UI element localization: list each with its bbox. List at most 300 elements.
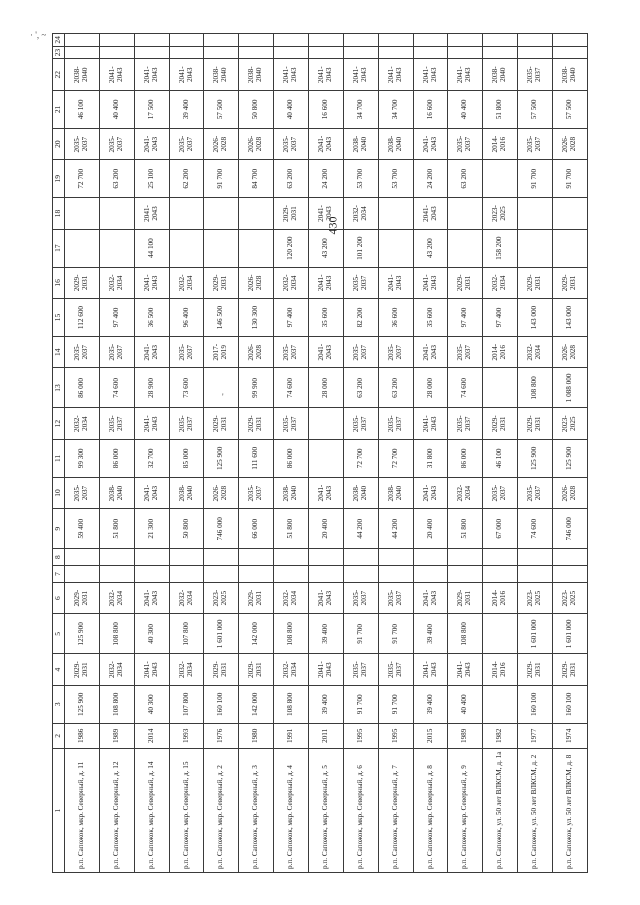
table-cell: 51 800 <box>274 508 309 548</box>
table-cell: 1977 <box>518 723 553 748</box>
table-cell <box>169 33 204 46</box>
table-cell <box>309 407 344 439</box>
table-cell: 125 900 <box>518 439 553 477</box>
table-cell: 40 300 <box>134 613 169 653</box>
table-cell <box>343 565 378 582</box>
table-cell <box>99 46 134 59</box>
table-cell: 2041-2043 <box>134 653 169 685</box>
table-cell: 2026-2028 <box>239 336 274 368</box>
table-cell: 2035-2037 <box>99 336 134 368</box>
table-cell: 125 900 <box>65 613 100 653</box>
table-cell <box>274 548 309 565</box>
table-cell: 2041-2043 <box>309 477 344 509</box>
address-cell: р.п. Сапожок, ул. 50 лет ВЛКСМ, д. 2 <box>518 748 553 872</box>
table-cell <box>309 565 344 582</box>
table-cell: 2026-2028 <box>553 477 588 509</box>
table-cell: 97 400 <box>483 298 518 336</box>
column-number: 13 <box>53 367 65 407</box>
table-row <box>448 33 483 872</box>
table-cell: 63 200 <box>378 367 413 407</box>
table-cell: 28 000 <box>413 367 448 407</box>
table-cell <box>518 565 553 582</box>
table-cell: 67 000 <box>483 508 518 548</box>
table-row <box>309 33 344 872</box>
table-cell <box>65 229 100 267</box>
table-cell: 2011 <box>309 723 344 748</box>
table-cell: 2038-2040 <box>239 58 274 90</box>
table-cell <box>553 197 588 229</box>
column-number: 24 <box>53 33 65 46</box>
table-cell: 2023-2025 <box>483 197 518 229</box>
table-cell: 2032-2034 <box>448 477 483 509</box>
table-cell <box>239 197 274 229</box>
table-cell: 2029-2031 <box>204 653 239 685</box>
table-cell: 25 100 <box>134 159 169 197</box>
table-cell: 53 700 <box>343 159 378 197</box>
table-cell: 2029-2031 <box>518 407 553 439</box>
table-cell: 746 000 <box>204 508 239 548</box>
column-number: 21 <box>53 90 65 128</box>
table-cell <box>239 229 274 267</box>
registry-table <box>52 33 588 873</box>
table-cell: 2041-2043 <box>134 128 169 160</box>
table-cell: 1991 <box>274 723 309 748</box>
table-cell <box>169 197 204 229</box>
table-cell: 66 000 <box>239 508 274 548</box>
table-cell: 2035-2037 <box>518 58 553 90</box>
table-cell <box>343 548 378 565</box>
table-cell: 2029-2031 <box>204 267 239 299</box>
table-cell: 2032-2034 <box>169 582 204 614</box>
table-cell: 40 400 <box>448 685 483 723</box>
table-cell: 63 200 <box>99 159 134 197</box>
table-cell: 2014-2016 <box>483 128 518 160</box>
column-number: 8 <box>53 548 65 565</box>
table-cell: 74 600 <box>274 367 309 407</box>
table-cell: 51 800 <box>483 90 518 128</box>
table-cell: 57 500 <box>518 90 553 128</box>
table-cell: 39 400 <box>309 613 344 653</box>
column-number: 18 <box>53 197 65 229</box>
table-cell: 44 200 <box>378 508 413 548</box>
table-cell: 2026-2028 <box>553 336 588 368</box>
address-cell: р.п. Сапожок, мкр. Северный, д. 5 <box>309 748 344 872</box>
table-cell: 1976 <box>204 723 239 748</box>
table-cell: 2029-2031 <box>204 407 239 439</box>
table-cell: 125 900 <box>204 439 239 477</box>
table-cell: 74 600 <box>518 508 553 548</box>
column-number: 1 <box>53 748 65 872</box>
table-cell: 2035-2037 <box>65 336 100 368</box>
address-cell: р.п. Сапожок, мкр. Северный, д. 9 <box>448 748 483 872</box>
table-cell: 2029-2031 <box>65 267 100 299</box>
table-cell <box>204 565 239 582</box>
table-cell: 108 800 <box>274 613 309 653</box>
table-cell: 20 400 <box>413 508 448 548</box>
table-cell <box>448 33 483 46</box>
table-row <box>378 33 413 872</box>
table-cell: 40 400 <box>274 90 309 128</box>
table-cell <box>343 33 378 46</box>
table-cell: 2041-2043 <box>413 197 448 229</box>
table-cell: 2032-2034 <box>99 653 134 685</box>
table-cell: 2041-2043 <box>309 336 344 368</box>
table-cell <box>204 367 239 407</box>
table-cell: 28 900 <box>134 367 169 407</box>
table-cell: 2035-2037 <box>65 128 100 160</box>
table-cell <box>483 548 518 565</box>
table-cell <box>309 33 344 46</box>
table-cell: 46 100 <box>65 90 100 128</box>
table-cell: 2014-2016 <box>483 336 518 368</box>
table-cell <box>309 46 344 59</box>
table-cell: 74 600 <box>448 367 483 407</box>
column-number: 3 <box>53 685 65 723</box>
table-cell: 91 700 <box>378 613 413 653</box>
table-cell: 2041-2043 <box>99 58 134 90</box>
table-cell: 2035-2037 <box>65 477 100 509</box>
address-cell: р.п. Сапожок, мкр. Северный, д. 3 <box>239 748 274 872</box>
table-cell: 43 200 <box>413 229 448 267</box>
table-cell: 43 200 <box>309 229 344 267</box>
table-cell: 101 200 <box>343 229 378 267</box>
table-cell: 2035-2037 <box>343 407 378 439</box>
table-cell: 85 000 <box>169 439 204 477</box>
page-number: 430 <box>325 216 340 235</box>
table-cell: 62 200 <box>169 159 204 197</box>
table-cell: 2029-2031 <box>483 407 518 439</box>
table-cell <box>239 46 274 59</box>
header-row <box>53 33 65 872</box>
table-cell: 2041-2043 <box>134 477 169 509</box>
table-cell: 146 500 <box>204 298 239 336</box>
table-cell <box>483 613 518 653</box>
table-cell: 2014-2016 <box>483 653 518 685</box>
table-cell: 160 100 <box>204 685 239 723</box>
table-cell: 2032-2034 <box>99 582 134 614</box>
table-cell <box>518 33 553 46</box>
table-cell: 125 900 <box>65 685 100 723</box>
table-cell: 2029-2031 <box>553 653 588 685</box>
table-cell: 73 600 <box>169 367 204 407</box>
table-cell: 2041-2043 <box>309 128 344 160</box>
table-cell <box>99 548 134 565</box>
table-cell: 2032-2034 <box>65 407 100 439</box>
table-cell <box>343 46 378 59</box>
table-cell: 2032-2034 <box>274 582 309 614</box>
column-number: 20 <box>53 128 65 160</box>
table-cell: 16 600 <box>413 90 448 128</box>
table-cell: 2041-2043 <box>134 58 169 90</box>
table-cell: 86 000 <box>274 439 309 477</box>
table-cell: 91 700 <box>378 685 413 723</box>
table-cell: 107 800 <box>169 685 204 723</box>
table-cell <box>65 548 100 565</box>
table-cell <box>169 46 204 59</box>
table-cell: 63 200 <box>343 367 378 407</box>
address-cell: р.п. Сапожок, мкр. Северный, д. 14 <box>134 748 169 872</box>
table-cell: 2029-2031 <box>553 267 588 299</box>
table-row <box>239 33 274 872</box>
table-cell: 2035-2037 <box>239 477 274 509</box>
table-cell: 2041-2043 <box>413 477 448 509</box>
table-cell: 40 400 <box>448 90 483 128</box>
table-cell: 36 600 <box>378 298 413 336</box>
table-cell <box>169 548 204 565</box>
table-cell: 2035-2037 <box>378 336 413 368</box>
table-row <box>343 33 378 872</box>
table-cell <box>65 197 100 229</box>
table-cell: 72 700 <box>378 439 413 477</box>
table-cell: 120 200 <box>274 229 309 267</box>
table-cell: 2015 <box>413 723 448 748</box>
table-cell: 35 600 <box>413 298 448 336</box>
table-cell <box>134 548 169 565</box>
table-cell: 160 100 <box>518 685 553 723</box>
table-cell: 1 601 000 <box>553 613 588 653</box>
table-cell: 57 500 <box>204 90 239 128</box>
address-cell: р.п. Сапожок, ул. 50 лет ВЛКСМ, д. 1а <box>483 748 518 872</box>
column-number: 6 <box>53 582 65 614</box>
table-cell: 2032-2034 <box>169 653 204 685</box>
table-cell: 97 400 <box>448 298 483 336</box>
table-cell: 2035-2037 <box>378 407 413 439</box>
table-cell: 111 600 <box>239 439 274 477</box>
table-cell: 125 900 <box>553 439 588 477</box>
table-cell: 2035-2037 <box>518 477 553 509</box>
table-row <box>169 33 204 872</box>
table-cell: 24 200 <box>413 159 448 197</box>
column-number: 9 <box>53 508 65 548</box>
table-cell: 24 200 <box>309 159 344 197</box>
table-cell: 108 800 <box>99 613 134 653</box>
table-cell: 1 088 000 <box>553 367 588 407</box>
table-cell <box>378 46 413 59</box>
table-cell: 2029-2031 <box>274 197 309 229</box>
table-cell: 2041-2043 <box>309 267 344 299</box>
table-cell: 2017-2019 <box>204 336 239 368</box>
table-cell: 97 400 <box>99 298 134 336</box>
table-cell <box>134 33 169 46</box>
table-cell: 96 400 <box>169 298 204 336</box>
table-cell: 143 000 <box>553 298 588 336</box>
table-cell <box>239 33 274 46</box>
table-cell <box>134 565 169 582</box>
table-cell: 2026-2028 <box>239 267 274 299</box>
table-cell <box>204 33 239 46</box>
table-cell: 20 400 <box>309 508 344 548</box>
table-cell: 91 700 <box>518 159 553 197</box>
table-cell: 2023-2025 <box>518 582 553 614</box>
table-cell: 2026-2028 <box>204 128 239 160</box>
table-cell: 2035-2037 <box>378 582 413 614</box>
table-cell <box>204 548 239 565</box>
table-cell: 57 500 <box>553 90 588 128</box>
table-cell: 2029-2031 <box>239 653 274 685</box>
table-row <box>134 33 169 872</box>
table-cell: 2041-2043 <box>309 653 344 685</box>
table-cell: 142 000 <box>239 685 274 723</box>
table-row <box>204 33 239 872</box>
table-cell: 2026-2028 <box>553 128 588 160</box>
registry-table-rotated <box>52 33 588 873</box>
column-number: 16 <box>53 267 65 299</box>
table-cell <box>99 565 134 582</box>
table-cell: 108 800 <box>274 685 309 723</box>
address-cell: р.п. Сапожок, мкр. Северный, д. 2 <box>204 748 239 872</box>
table-cell: 2038-2040 <box>483 58 518 90</box>
table-cell: 2032-2034 <box>483 267 518 299</box>
table-cell <box>99 33 134 46</box>
table-cell: 1993 <box>169 723 204 748</box>
table-cell: 2035-2037 <box>343 653 378 685</box>
table-cell: 63 200 <box>448 159 483 197</box>
table-cell: 2035-2037 <box>169 128 204 160</box>
column-number: 14 <box>53 336 65 368</box>
table-cell: 2029-2031 <box>65 653 100 685</box>
table-cell: 31 800 <box>413 439 448 477</box>
table-cell: 1 601 000 <box>518 613 553 653</box>
table-cell: 1974 <box>553 723 588 748</box>
table-cell: 2035-2037 <box>483 477 518 509</box>
table-cell: 2026-2028 <box>204 477 239 509</box>
table-cell: 72 700 <box>343 439 378 477</box>
table-cell: 2041-2043 <box>134 407 169 439</box>
table-cell: 32 700 <box>134 439 169 477</box>
table-cell: 142 000 <box>239 613 274 653</box>
table-cell: 2035-2037 <box>448 128 483 160</box>
table-cell <box>483 46 518 59</box>
table-cell: 2032-2034 <box>343 197 378 229</box>
table-cell: 2035-2037 <box>274 128 309 160</box>
table-cell: 2041-2043 <box>413 128 448 160</box>
column-number: 4 <box>53 653 65 685</box>
table-cell: 2038-2040 <box>65 58 100 90</box>
table-cell: 2029-2031 <box>448 267 483 299</box>
table-cell: 2038-2040 <box>274 477 309 509</box>
table-cell: 2041-2043 <box>413 58 448 90</box>
table-cell: 2041-2043 <box>169 58 204 90</box>
table-cell <box>169 565 204 582</box>
table-cell: 2035-2037 <box>448 407 483 439</box>
table-cell: 40 300 <box>134 685 169 723</box>
table-cell: 158 200 <box>483 229 518 267</box>
table-cell <box>553 229 588 267</box>
column-number: 7 <box>53 565 65 582</box>
table-cell: 1995 <box>343 723 378 748</box>
table-cell: 112 600 <box>65 298 100 336</box>
table-cell: 2023-2025 <box>553 407 588 439</box>
table-cell: 2035-2037 <box>343 336 378 368</box>
column-number: 23 <box>53 46 65 59</box>
table-cell: 2041-2043 <box>274 58 309 90</box>
table-cell: 91 700 <box>553 159 588 197</box>
table-cell: 2026-2028 <box>239 128 274 160</box>
table-cell: 130 300 <box>239 298 274 336</box>
table-cell <box>413 46 448 59</box>
table-row <box>483 33 518 872</box>
table-cell: 2035-2037 <box>274 407 309 439</box>
table-cell: 1982 <box>483 723 518 748</box>
table-cell: 1 601 000 <box>204 613 239 653</box>
table-cell: 1989 <box>448 723 483 748</box>
table-cell: 59 400 <box>65 508 100 548</box>
table-cell <box>239 548 274 565</box>
table-cell <box>65 33 100 46</box>
table-cell <box>413 33 448 46</box>
table-cell: 2035-2037 <box>274 336 309 368</box>
table-cell: 84 700 <box>239 159 274 197</box>
table-cell: 44 200 <box>343 508 378 548</box>
table-cell: 74 600 <box>99 367 134 407</box>
table-cell: 86 000 <box>65 367 100 407</box>
table-cell: 2041-2043 <box>413 407 448 439</box>
table-cell: 2041-2043 <box>378 58 413 90</box>
table-cell: 2035-2037 <box>343 582 378 614</box>
table-cell <box>169 229 204 267</box>
table-cell <box>518 229 553 267</box>
table-cell <box>553 46 588 59</box>
table-cell: 2029-2031 <box>448 582 483 614</box>
table-cell: 53 700 <box>378 159 413 197</box>
table-cell: 1980 <box>239 723 274 748</box>
scan-mark-small: ' <box>222 392 224 402</box>
table-cell <box>309 548 344 565</box>
table-cell: 99 900 <box>239 367 274 407</box>
table-cell: 2014-2016 <box>483 582 518 614</box>
table-cell <box>413 548 448 565</box>
table-cell: 1989 <box>99 723 134 748</box>
table-cell: 2029-2031 <box>239 407 274 439</box>
table-cell: 2014 <box>134 723 169 748</box>
table-row <box>413 33 448 872</box>
address-cell: р.п. Сапожок, мкр. Северный, д. 12 <box>99 748 134 872</box>
table-cell: 21 300 <box>134 508 169 548</box>
scan-mark: · ', ~ <box>30 30 47 40</box>
table-cell: 2035-2037 <box>448 336 483 368</box>
table-row <box>99 33 134 872</box>
column-number: 11 <box>53 439 65 477</box>
column-number: 10 <box>53 477 65 509</box>
table-cell <box>553 33 588 46</box>
table-cell: 2029-2031 <box>518 653 553 685</box>
address-cell: р.п. Сапожок, мкр. Северный, д. 7 <box>378 748 413 872</box>
column-number: 2 <box>53 723 65 748</box>
column-number: 5 <box>53 613 65 653</box>
table-cell <box>274 33 309 46</box>
table-cell <box>483 685 518 723</box>
table-cell: 91 700 <box>343 613 378 653</box>
table-cell <box>99 197 134 229</box>
table-cell: 82 200 <box>343 298 378 336</box>
address-cell: р.п. Сапожок, мкр. Северный, д. 6 <box>343 748 378 872</box>
table-cell: 2041-2043 <box>309 197 344 229</box>
table-cell: 35 600 <box>309 298 344 336</box>
table-cell <box>448 229 483 267</box>
table-cell: 51 800 <box>448 508 483 548</box>
table-cell: 39 400 <box>413 685 448 723</box>
table-row <box>553 33 588 872</box>
table-cell <box>99 229 134 267</box>
address-cell: р.п. Сапожок, мкр. Северный, д. 8 <box>413 748 448 872</box>
table-cell: 2038-2040 <box>204 58 239 90</box>
table-cell: 2041-2043 <box>413 336 448 368</box>
table-cell: 2035-2037 <box>343 267 378 299</box>
table-row <box>274 33 309 872</box>
table-cell: 2038-2040 <box>378 128 413 160</box>
table-cell <box>483 565 518 582</box>
table-cell: 2023-2025 <box>553 582 588 614</box>
